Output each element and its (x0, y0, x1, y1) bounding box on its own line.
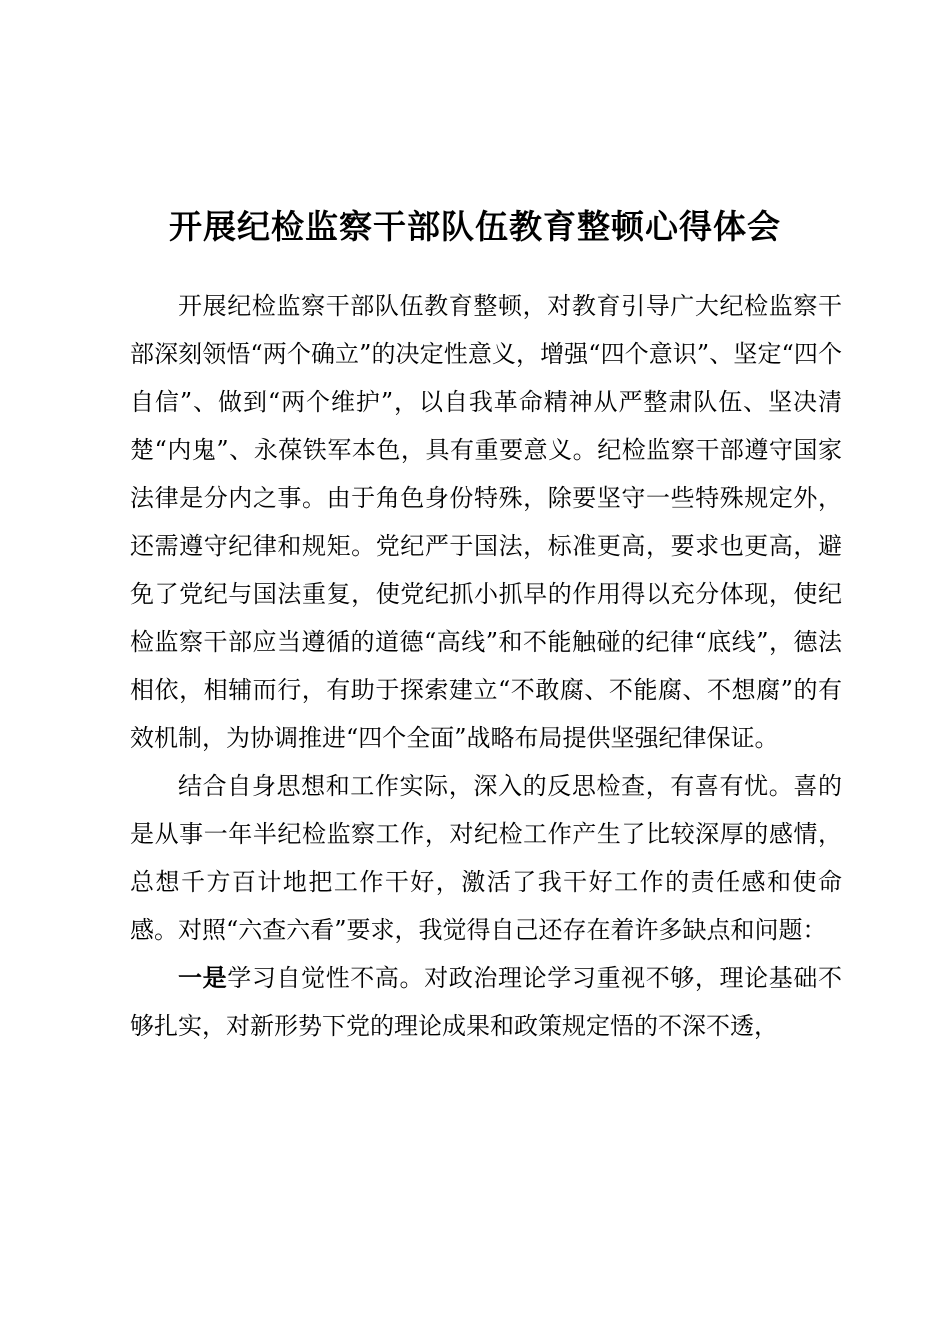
paragraph-text: 开展纪检监察干部队伍教育整顿，对教育引导广大纪检监察干部深刻领悟“两个确立”的决定性意义，增强“四个意识”、坚定“四个自信”、做到“两个维护”，以自我革命精神从严整肃队伍、坚决清楚“内鬼”、永葆铁军本色，具有重要意义。纪检监察干部遵守国家法律是分内之事。由于角色身份特殊，除要坚守一些特殊规定外，还需遵守纪律和规矩。党纪严于国法，标准更高，要求也更高，避免了党纪与国法重复，使党纪抓小抓早的作用得以充分体现，使纪检监察干部应当遵循的道德“高线”和不能触碰的纪律“底线”，德法相依，相辅而行，有助于探索建立“不敢腐、不能腐、不想腐”的有效机制，为协调推进“四个全面”战略布局提供坚强纪律保证。 (130, 292, 842, 752)
paragraph-text: 结合自身思想和工作实际，深入的反思检查，有喜有忧。喜的是从事一年半纪检监察工作，对纪检工作产生了比较深厚的感情，总想千方百计地把工作干好，激活了我干好工作的责任感和使命感。对照“六查六看”要求，我觉得自己还存在着许多缺点和问题： (130, 772, 842, 944)
document-body (130, 282, 842, 1050)
paragraph-text: 学习自觉性不高。对政治理论学习重视不够，理论基础不够扎实，对新形势下党的理论成果和政策规定悟的不深不透， (130, 964, 843, 1040)
document-title: 开展纪检监察干部队伍教育整顿心得体会 (169, 207, 781, 246)
paragraph-2 (130, 762, 842, 954)
paragraph-1 (130, 282, 842, 762)
paragraph-3 (130, 954, 842, 1050)
paragraph-lead-bold: 一是 (178, 963, 228, 992)
